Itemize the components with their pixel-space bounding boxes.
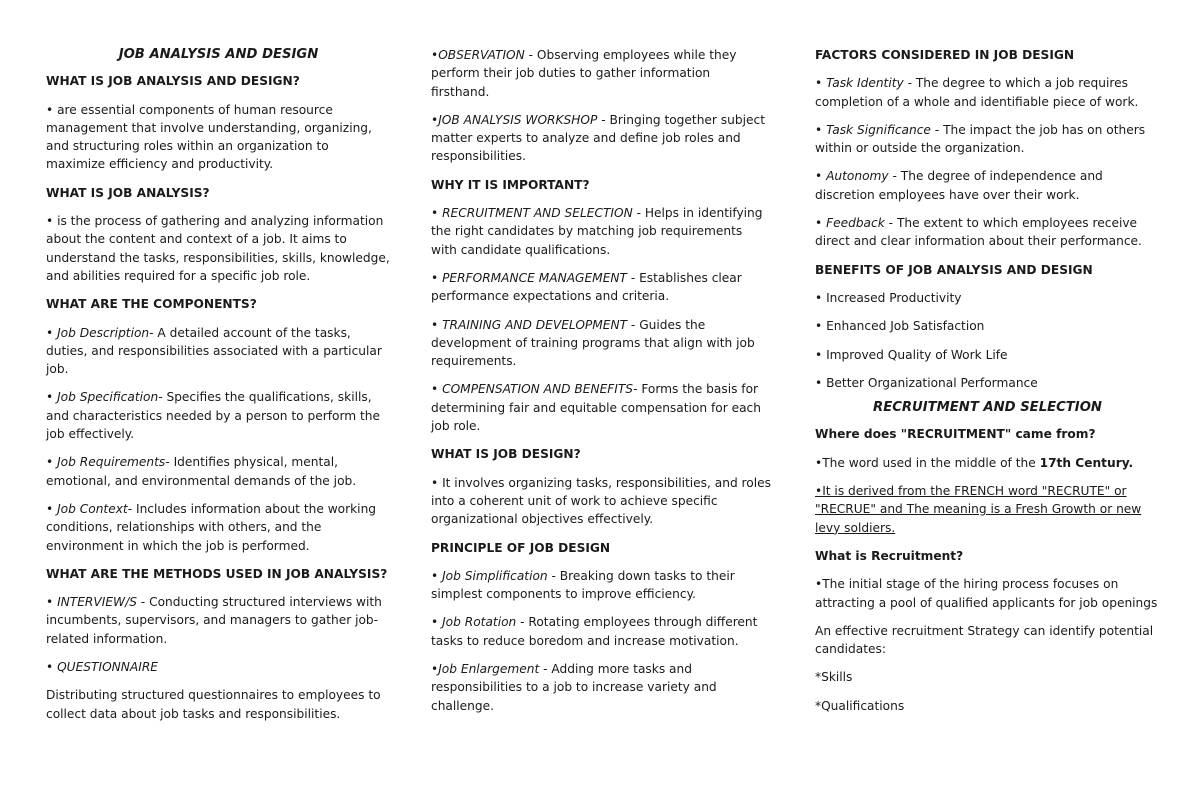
- strategy-skills: *Skills: [815, 670, 853, 685]
- importance-item: • RECRUITMENT AND SELECTION - Helps in identifying the right candidates by matching job requirements with candidate qualifications.: [431, 206, 763, 257]
- heading-methods: WHAT ARE THE METHODS USED IN JOB ANALYSIS?: [46, 566, 388, 581]
- questionnaire-description: Distributing structured questionnaires to employees to collect data about job tasks and responsibilities.: [46, 688, 381, 721]
- heading-where-recruitment: Where does "RECRUITMENT" came from?: [815, 427, 1096, 442]
- column-2: [431, 46, 771, 725]
- component-item: • Job Context- Includes information about the working conditions, relationships with others, and the environment in which the job is performed.: [46, 501, 377, 553]
- ja-definition: • is the process of gathering and analyzing information about the content and context of a job. It aims to understand the tasks, responsibilities, skills, knowledge, and abilities required for a specific job role.: [46, 214, 390, 283]
- factor-item: • Feedback - The extent to which employees receive direct and clear information about their performance.: [815, 216, 1142, 249]
- method-questionnaire: • QUESTIONNAIRE: [46, 660, 158, 675]
- recruitment-definition: •The initial stage of the hiring process focuses on attracting a pool of qualified applicants for job openings: [815, 577, 1158, 610]
- column-3: [815, 46, 1160, 725]
- recruitment-strategy: An effective recruitment Strategy can identify potential candidates:: [815, 623, 1154, 657]
- principle-item: • Job Rotation - Rotating employees through different tasks to reduce boredom and increase motivation.: [431, 615, 758, 648]
- factor-item: • Autonomy - The degree of independence and discretion employees have over their work.: [815, 169, 1103, 202]
- principle-item: • Job Simplification - Breaking down tasks to their simplest components to improve efficiency.: [431, 568, 735, 602]
- component-item: • Job Specification- Specifies the qualifications, skills, and characteristics needed by a person to perform the job effectively.: [46, 390, 381, 442]
- section-title-recruitment: RECRUITMENT AND SELECTION: [873, 400, 1102, 416]
- importance-item: • TRAINING AND DEVELOPMENT - Guides the development of training programs that align with job requirements.: [431, 317, 755, 369]
- benefit-item: • Increased Productivity: [815, 290, 962, 305]
- section-title-job-analysis-design: JOB ANALYSIS AND DESIGN: [118, 47, 319, 62]
- component-item: • Job Requirements- Identifies physical, mental, emotional, and environmental demands of the job.: [46, 455, 357, 488]
- benefit-item: • Enhanced Job Satisfaction: [815, 319, 985, 334]
- heading-benefits: BENEFITS OF JOB ANALYSIS AND DESIGN: [815, 262, 1093, 277]
- principle-item: •Job Enlargement - Adding more tasks and responsibilities to a job to increase variety and challenge.: [431, 662, 717, 713]
- column-1: [46, 46, 391, 733]
- job-design-definition: • It involves organizing tasks, responsibilities, and roles into a coherent unit of work to achieve specific organizational objectives effectively.: [431, 475, 771, 527]
- heading-what-is-ja: WHAT IS JOB ANALYSIS?: [46, 185, 210, 200]
- method-interview: • INTERVIEW/S - Conducting structured interviews with incumbents, supervisors, and managers to gather job-related information.: [46, 595, 382, 646]
- benefit-item: • Improved Quality of Work Life: [815, 347, 1008, 362]
- heading-factors: FACTORS CONSIDERED IN JOB DESIGN: [815, 48, 1075, 62]
- heading-job-design: WHAT IS JOB DESIGN?: [431, 447, 581, 462]
- jad-definition: • are essential components of human resource management that involve understanding, organizing, and structuring roles within an organization to maximize efficiency and productivity.: [46, 102, 372, 172]
- importance-item: • COMPENSATION AND BENEFITS- Forms the basis for determining fair and equitable compensation for each job role.: [431, 382, 761, 434]
- strategy-qualifications: *Qualifications: [815, 698, 905, 713]
- method-workshop: •JOB ANALYSIS WORKSHOP - Bringing together subject matter experts to analyze and define job roles and responsibilities.: [431, 112, 765, 164]
- heading-components: WHAT ARE THE COMPONENTS?: [46, 297, 257, 312]
- importance-item: • PERFORMANCE MANAGEMENT - Establishes clear performance expectations and criteria.: [431, 270, 742, 304]
- benefit-item: • Better Organizational Performance: [815, 375, 1038, 390]
- heading-what-is-recruitment: What is Recruitment?: [815, 548, 964, 563]
- derived-from: •It is derived from the FRENCH word "RECRUTE" or "RECRUE" and The meaning is a Fresh Growth or new levy soldiers.: [815, 484, 1142, 535]
- method-observation: •OBSERVATION - Observing employees while they perform their job duties to gather information firsthand.: [431, 48, 737, 99]
- heading-principle: PRINCIPLE OF JOB DESIGN: [431, 540, 611, 555]
- heading-what-is-jad: WHAT IS JOB ANALYSIS AND DESIGN?: [46, 74, 300, 89]
- heading-why-important: WHY IT IS IMPORTANT?: [431, 177, 590, 192]
- component-item: • Job Description- A detailed account of the tasks, duties, and responsibilities associated with a particular job.: [46, 325, 382, 377]
- factor-item: • Task Significance - The impact the job has on others within or outside the organization.: [815, 122, 1146, 156]
- word-origin: •The word used in the middle of the 17th Century.: [815, 455, 1134, 470]
- factor-item: • Task Identity - The degree to which a job requires completion of a whole and identifiable piece of work.: [815, 76, 1139, 109]
